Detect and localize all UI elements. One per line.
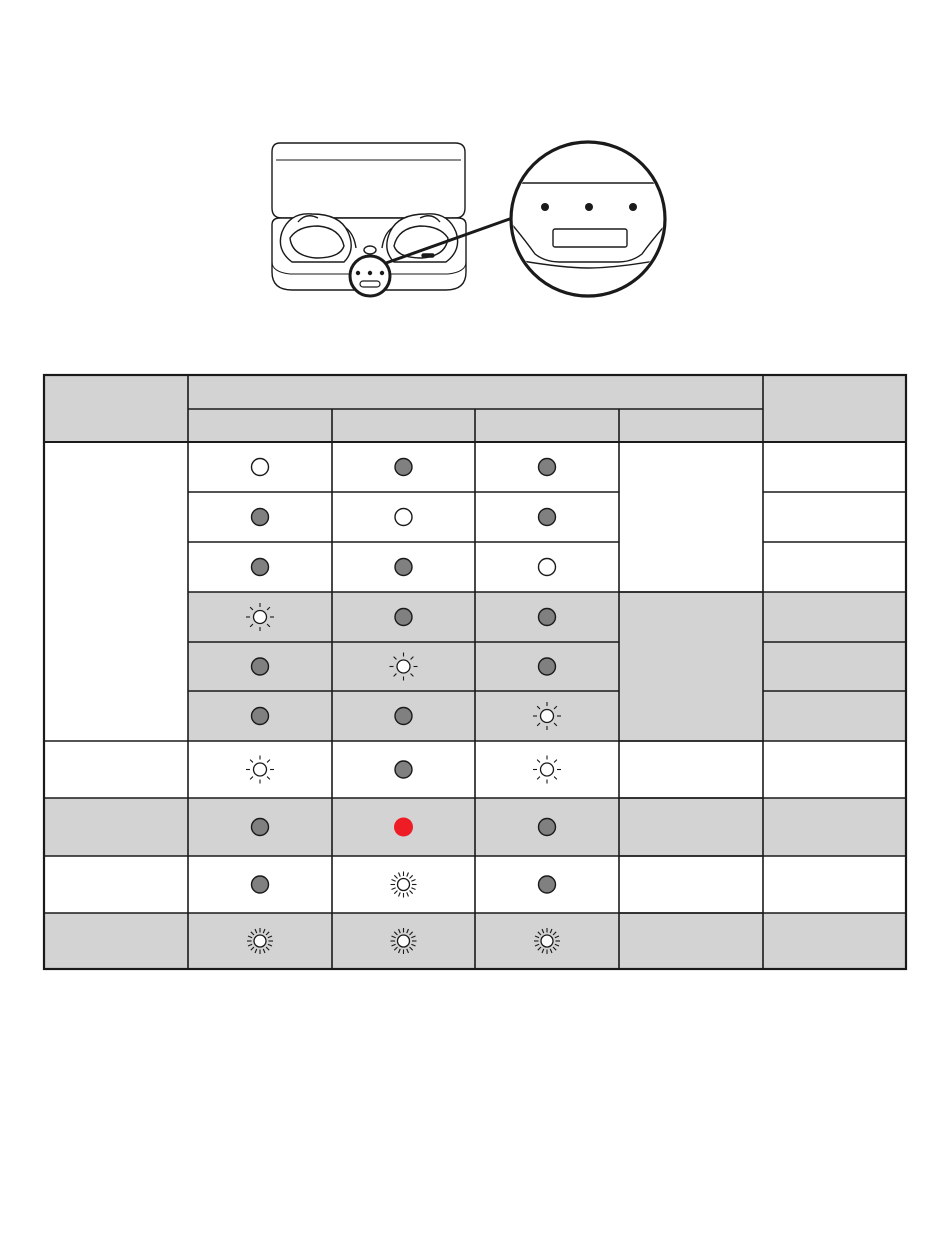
led-flash-icon [246, 756, 274, 784]
shaded-status-cell [763, 592, 906, 642]
led-off-icon [395, 761, 412, 778]
shaded-status-cell [763, 691, 906, 741]
led-off-icon [252, 708, 269, 725]
led-off-icon [539, 658, 556, 675]
shaded-merged-cell [619, 913, 763, 969]
led-off-icon [539, 609, 556, 626]
led-off-icon [252, 658, 269, 675]
led-rapid-flash-icon [247, 928, 273, 954]
led-off-icon [395, 708, 412, 725]
led-rapid-flash-icon [391, 928, 417, 954]
shaded-status-cell [763, 913, 906, 969]
shaded-status-cell [763, 642, 906, 691]
led-off-icon [395, 459, 412, 476]
led-off-icon [252, 559, 269, 576]
shaded-merged-cell [619, 592, 763, 741]
shaded-status-cell [763, 798, 906, 856]
shaded-merged-cell [619, 798, 763, 856]
led-off-icon [539, 509, 556, 526]
led-off-icon [539, 876, 556, 893]
shaded-label-cell [44, 798, 188, 856]
led-flash-icon [533, 756, 561, 784]
led-off-icon [539, 459, 556, 476]
led-off-icon [252, 819, 269, 836]
led-on-icon [395, 509, 412, 526]
led-off-icon [539, 819, 556, 836]
led-red-icon [394, 818, 413, 837]
led-on-icon [539, 559, 556, 576]
led-rapid-flash-icon [391, 872, 417, 898]
led-off-icon [395, 559, 412, 576]
led-on-icon [252, 459, 269, 476]
led-rapid-flash-icon [534, 928, 560, 954]
led-off-icon [252, 509, 269, 526]
shaded-label-cell [44, 913, 188, 969]
led-off-icon [395, 609, 412, 626]
led-off-icon [252, 876, 269, 893]
